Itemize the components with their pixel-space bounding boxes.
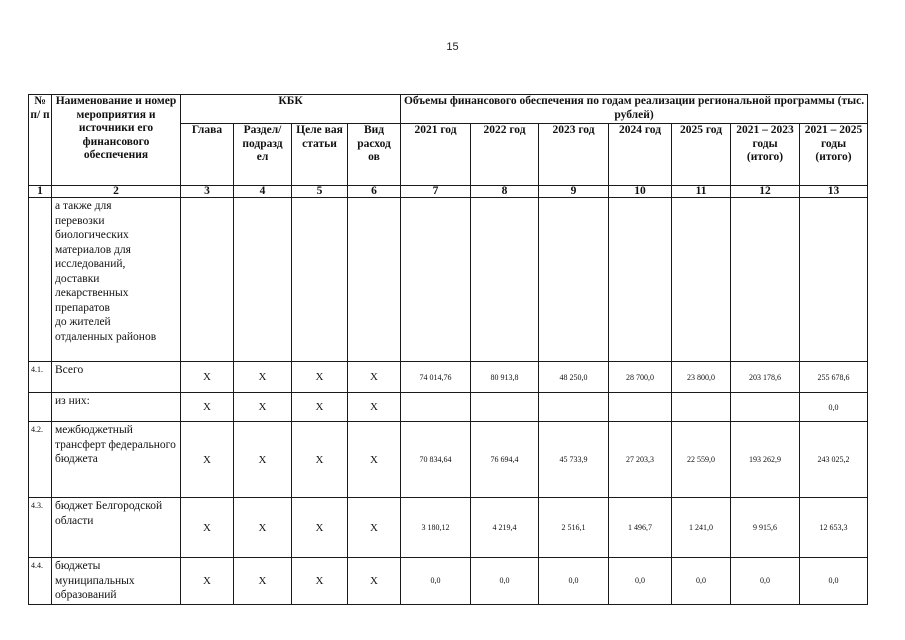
value-cell: 0,0 — [800, 393, 868, 422]
value-cell — [401, 393, 471, 422]
value-cell: 2 516,1 — [539, 498, 609, 558]
row-index: 4.4. — [29, 558, 52, 605]
column-number: 5 — [292, 186, 348, 198]
value-cell: 255 678,6 — [800, 362, 868, 393]
value-cell: 9 915,6 — [731, 498, 800, 558]
value-cell: 0,0 — [800, 558, 868, 605]
value-cell: 76 694,4 — [471, 422, 539, 498]
header-year-2025: 2025 год — [672, 124, 731, 186]
column-number: 6 — [348, 186, 401, 198]
value-cell: 80 913,8 — [471, 362, 539, 393]
value-cell: 45 733,9 — [539, 422, 609, 498]
row-name: Всего — [52, 362, 181, 393]
value-cell: 0,0 — [609, 558, 672, 605]
description-line: до жителей — [55, 316, 111, 328]
value-cell: 74 014,76 — [401, 362, 471, 393]
value-cell: 243 025,2 — [800, 422, 868, 498]
table-row-of-which — [29, 393, 868, 422]
measure-description — [52, 198, 181, 362]
kbk-vid-cell: Х — [348, 422, 401, 498]
kbk-celevaya-cell: Х — [292, 422, 348, 498]
description-line: препаратов — [55, 301, 110, 314]
header-vid: Вид расход ов — [348, 124, 401, 186]
kbk-vid-cell: Х — [348, 558, 401, 605]
table-row-regional — [29, 498, 868, 558]
description-line: биологических — [55, 229, 129, 241]
page-number: 15 — [446, 41, 459, 53]
value-cell: 1 496,7 — [609, 498, 672, 558]
kbk-razdel-cell: Х — [234, 498, 292, 558]
row-index: 4.2. — [29, 422, 52, 498]
column-number: 1 — [29, 186, 52, 198]
value-cell: 70 834,64 — [401, 422, 471, 498]
kbk-glava-cell: Х — [181, 558, 234, 605]
column-number: 10 — [609, 186, 672, 198]
kbk-vid-cell: Х — [348, 362, 401, 393]
header-year-2021: 2021 год — [401, 124, 471, 186]
value-cell — [731, 393, 800, 422]
value-cell: 0,0 — [539, 558, 609, 605]
header-year-2023: 2023 год — [539, 124, 609, 186]
kbk-razdel-cell: Х — [234, 362, 292, 393]
value-cell: 23 800,0 — [672, 362, 731, 393]
value-cell: 0,0 — [672, 558, 731, 605]
kbk-celevaya-cell: Х — [292, 393, 348, 422]
kbk-glava-cell: Х — [181, 393, 234, 422]
kbk-vid-cell: Х — [348, 393, 401, 422]
value-cell — [471, 393, 539, 422]
column-number: 12 — [731, 186, 800, 198]
description-line: лекарственных — [55, 287, 129, 299]
column-numbers-row — [29, 186, 868, 198]
description-line: доставки — [55, 272, 100, 285]
row-name: из них: — [52, 393, 181, 422]
table-row-total — [29, 362, 868, 393]
kbk-celevaya-cell: Х — [292, 498, 348, 558]
header-num: № п/ п — [29, 95, 52, 186]
row-index: 4.3. — [29, 498, 52, 558]
header-razdel: Раздел/ подразд ел — [234, 124, 292, 186]
kbk-glava-cell: Х — [181, 422, 234, 498]
value-cell: 28 700,0 — [609, 362, 672, 393]
value-cell: 27 203,3 — [609, 422, 672, 498]
value-cell: 203 178,6 — [731, 362, 800, 393]
description-line: отдаленных районов — [55, 330, 157, 343]
financing-table — [28, 94, 868, 605]
column-number: 13 — [800, 186, 868, 198]
value-cell: 4 219,4 — [471, 498, 539, 558]
kbk-razdel-cell: Х — [234, 422, 292, 498]
row-name: межбюджетный трансферт федерального бюджета — [52, 422, 181, 498]
column-number: 9 — [539, 186, 609, 198]
description-line: исследований, — [55, 258, 126, 270]
description-line: материалов для — [55, 243, 131, 256]
header-year-2022: 2022 год — [471, 124, 539, 186]
value-cell: 3 180,12 — [401, 498, 471, 558]
value-cell: 22 559,0 — [672, 422, 731, 498]
column-number: 2 — [52, 186, 181, 198]
description-row — [29, 198, 868, 362]
header-year-2024: 2024 год — [609, 124, 672, 186]
row-index — [29, 393, 52, 422]
description-line: а также для — [55, 200, 112, 212]
kbk-glava-cell: Х — [181, 498, 234, 558]
value-cell: 48 250,0 — [539, 362, 609, 393]
column-number: 11 — [672, 186, 731, 198]
value-cell: 193 262,9 — [731, 422, 800, 498]
column-number: 8 — [471, 186, 539, 198]
value-cell: 0,0 — [471, 558, 539, 605]
header-kbk: КБК — [181, 95, 401, 124]
value-cell — [609, 393, 672, 422]
row-name: бюджеты муниципальных образований — [52, 558, 181, 605]
value-cell: 0,0 — [731, 558, 800, 605]
value-cell: 0,0 — [401, 558, 471, 605]
value-cell: 1 241,0 — [672, 498, 731, 558]
value-cell — [539, 393, 609, 422]
kbk-razdel-cell: Х — [234, 558, 292, 605]
header-total-2021-2023: 2021 – 2023 годы (итого) — [731, 124, 800, 186]
kbk-glava-cell: Х — [181, 362, 234, 393]
header-glava: Глава — [181, 124, 234, 186]
column-number: 3 — [181, 186, 234, 198]
column-number: 4 — [234, 186, 292, 198]
value-cell: 12 653,3 — [800, 498, 868, 558]
header-name: Наименование и номер мероприятия и источники его финансового обеспечения — [52, 95, 181, 186]
kbk-celevaya-cell: Х — [292, 558, 348, 605]
kbk-razdel-cell: Х — [234, 393, 292, 422]
table-row-federal — [29, 422, 868, 498]
row-index: 4.1. — [29, 362, 52, 393]
kbk-vid-cell: Х — [348, 498, 401, 558]
value-cell — [672, 393, 731, 422]
header-total-2021-2025: 2021 – 2025 годы (итого) — [800, 124, 868, 186]
row-name: бюджет Белгородской области — [52, 498, 181, 558]
header-celevaya: Целе вая статьи — [292, 124, 348, 186]
description-line: перевозки — [55, 214, 105, 227]
column-number: 7 — [401, 186, 471, 198]
kbk-celevaya-cell: Х — [292, 362, 348, 393]
header-volumes: Объемы финансового обеспечения по годам реализации региональной программы (тыс. рублей) — [401, 95, 868, 124]
table-row-municipal — [29, 558, 868, 605]
